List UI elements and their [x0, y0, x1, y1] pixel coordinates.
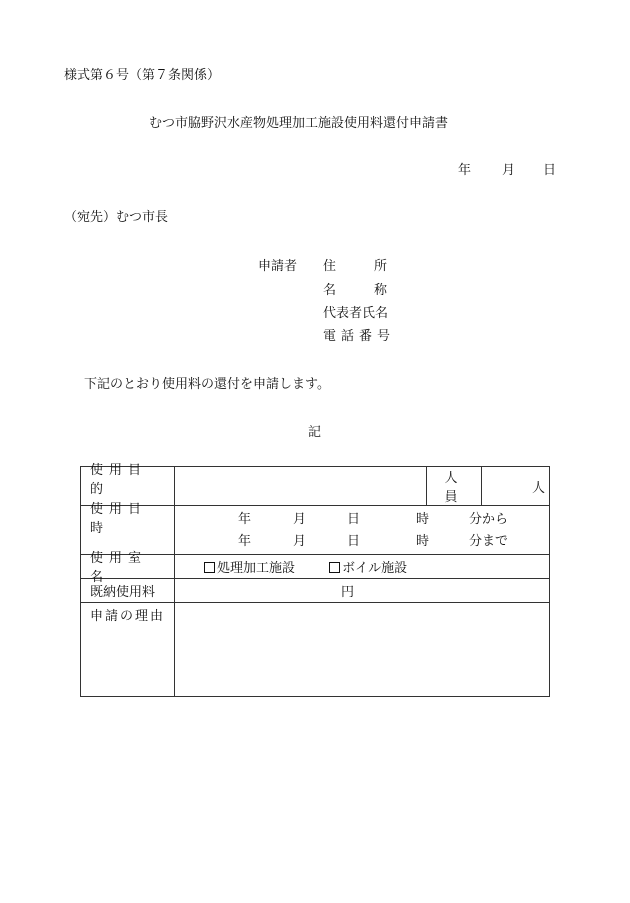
- reason-input[interactable]: [175, 603, 550, 697]
- application-table: [80, 463, 550, 697]
- applicant-representative-label: 代表者氏名: [323, 306, 389, 321]
- room-label-cell: [81, 551, 175, 585]
- checkbox-icon[interactable]: [204, 562, 215, 573]
- people-unit: 人: [531, 480, 545, 496]
- people-label: 人員: [427, 467, 482, 506]
- room-option-processing-label: 処理加工施設: [217, 561, 296, 576]
- from-day: 日: [347, 511, 361, 527]
- request-text: 下記のとおり使用料の還付を申請します。: [84, 377, 330, 392]
- reason-label-cell: [81, 603, 175, 697]
- yen-unit: 円: [341, 585, 355, 600]
- to-minute: 分まで: [469, 533, 509, 549]
- ki-heading: 記: [308, 425, 322, 440]
- form-number: 様式第６号（第７条関係）: [64, 68, 221, 83]
- room-option-boil[interactable]: [329, 561, 407, 576]
- paid-input[interactable]: [175, 579, 550, 603]
- applicant-name-label: 名称: [323, 283, 426, 298]
- to-hour: 時: [416, 533, 430, 549]
- from-month: 月: [293, 511, 307, 527]
- to-day: 日: [347, 533, 361, 549]
- date-month: 月: [502, 163, 516, 178]
- from-hour: 時: [416, 511, 430, 527]
- datetime-to: [175, 528, 549, 550]
- date-day: 日: [543, 163, 557, 178]
- applicant-label: 申請者: [258, 259, 298, 274]
- applicant-address-label: 住所: [323, 259, 426, 274]
- reason-row: [81, 603, 550, 697]
- people-input[interactable]: [482, 467, 550, 506]
- addressee: （宛先）むつ市長: [64, 210, 169, 225]
- room-option-boil-label: ボイル施設: [342, 561, 408, 576]
- reason-label: 申請の理由: [90, 608, 166, 624]
- paid-label: 既納使用料: [90, 584, 156, 600]
- paid-fee-row: [81, 579, 550, 603]
- datetime-label: 使用日時: [90, 502, 148, 536]
- purpose-input[interactable]: [175, 467, 427, 506]
- to-year: 年: [238, 533, 252, 549]
- room-label: 使用室名: [90, 551, 148, 585]
- from-year: 年: [238, 511, 252, 527]
- room-option-processing[interactable]: [204, 561, 295, 576]
- from-minute: 分から: [469, 511, 509, 527]
- purpose-label: 使用目的: [90, 463, 148, 497]
- datetime-from: [175, 506, 549, 528]
- to-month: 月: [293, 533, 307, 549]
- applicant-phone-label: 電話番号: [323, 329, 396, 344]
- room-row: [81, 555, 550, 579]
- form-title: むつ市脇野沢水産物処理加工施設使用料還付申請書: [149, 116, 449, 131]
- room-options: [175, 555, 550, 579]
- date-year: 年: [458, 163, 472, 178]
- checkbox-icon[interactable]: [329, 562, 340, 573]
- datetime-input[interactable]: [175, 506, 550, 555]
